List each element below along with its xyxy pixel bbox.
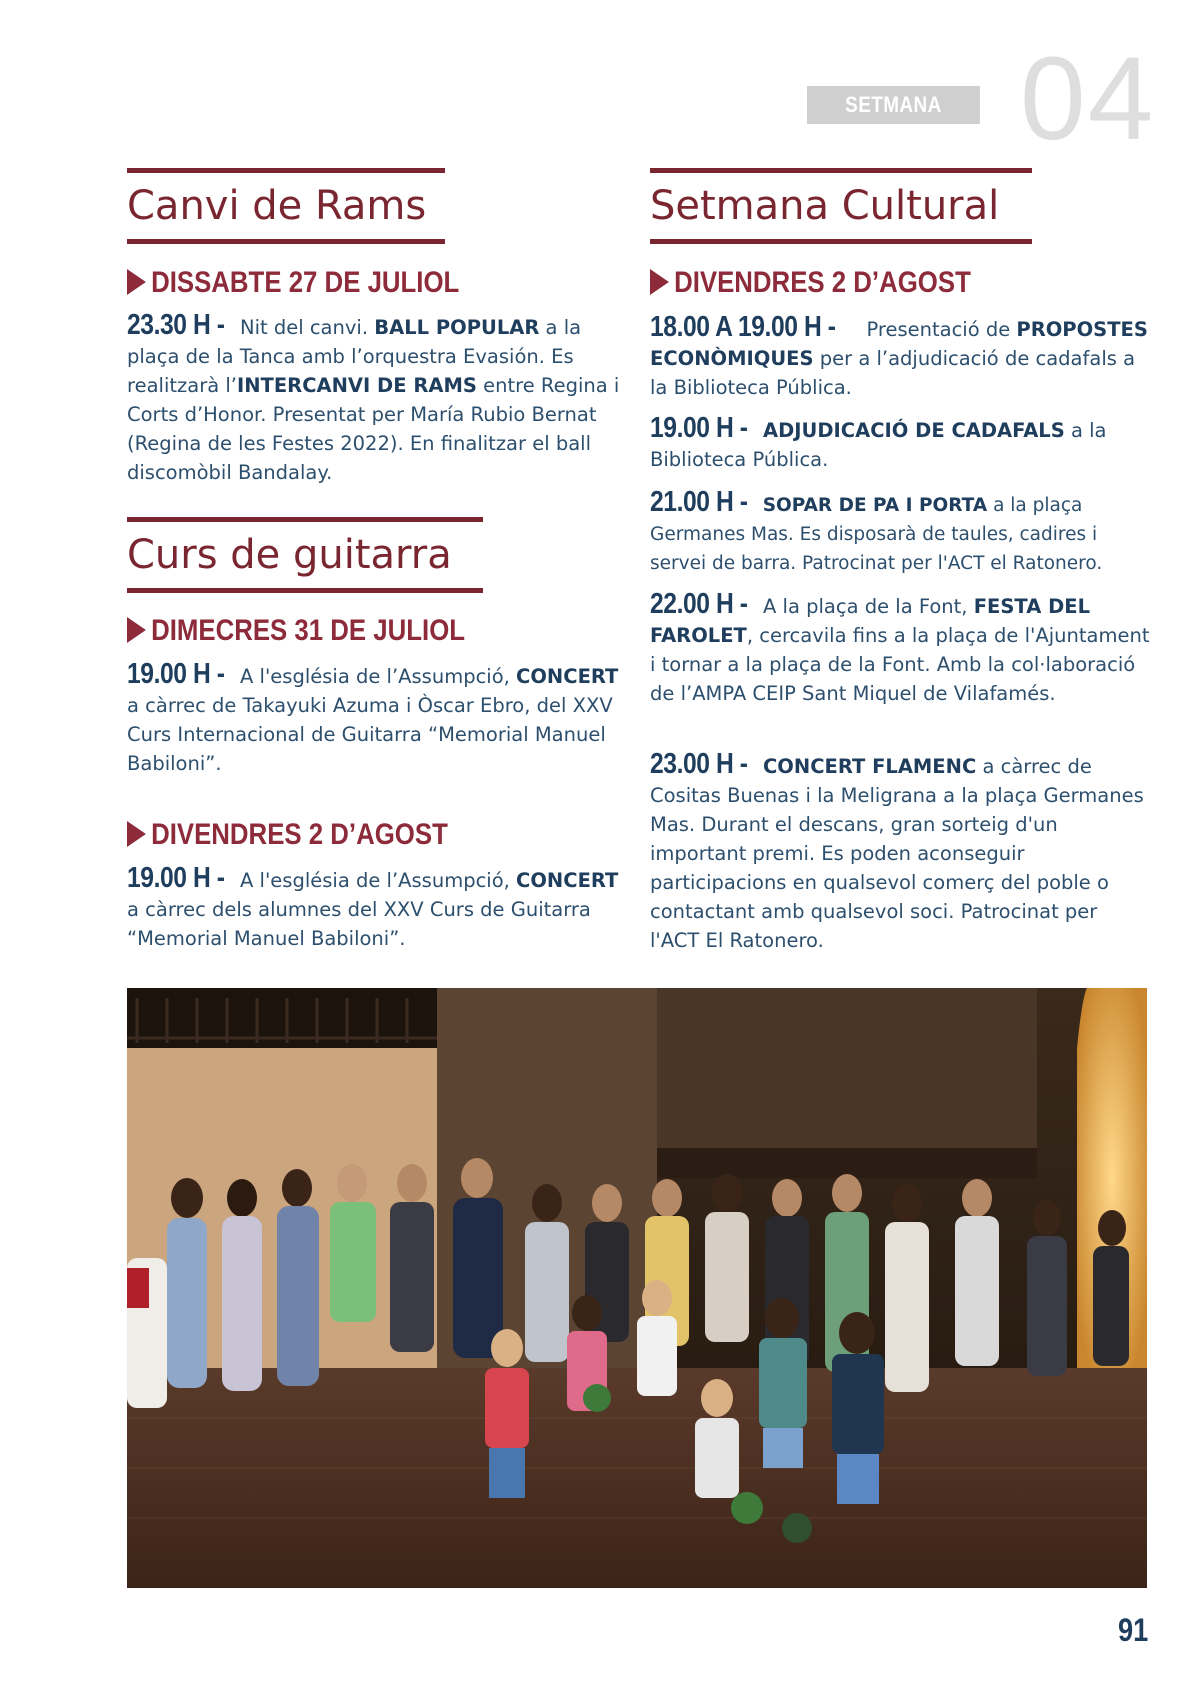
event-paragraph bbox=[127, 660, 632, 778]
section-title-setmana: Setmana Cultural bbox=[650, 168, 1032, 244]
event-text: A l'església de l’Assumpció, bbox=[233, 665, 517, 688]
event-text: Nit del canvi. bbox=[233, 316, 375, 339]
event-paragraph bbox=[127, 311, 632, 487]
date-heading-text: DIMECRES 31 DE JULIOL bbox=[151, 614, 466, 647]
page-number: 91 bbox=[1118, 1612, 1149, 1648]
event-highlight: CONCERT bbox=[516, 665, 619, 688]
event-text: A la plaça de la Font, bbox=[756, 595, 974, 618]
event-highlight: CONCERT FLAMENC bbox=[763, 755, 977, 778]
header-section-tag: SETMANA CULTURAL bbox=[807, 86, 980, 124]
date-heading bbox=[127, 265, 459, 301]
event-text: a la plaça de la Tanca amb l’orquestra Evasión. Es realitzarà l’ bbox=[127, 316, 582, 397]
play-triangle-icon bbox=[127, 821, 146, 847]
event-paragraph bbox=[650, 414, 1150, 474]
event-time: 19.00 H - bbox=[127, 862, 225, 894]
date-heading-text: DIVENDRES 2 D’AGOST bbox=[151, 818, 448, 851]
play-triangle-icon bbox=[650, 269, 669, 295]
event-highlight: INTERCANVI DE RAMS bbox=[236, 374, 477, 397]
event-paragraph bbox=[127, 864, 632, 953]
event-text: a càrrec de Takayuki Azuma i Òscar Ebro, del XXV Curs Internacional de Guitarra “Memorial Manuel Babiloni”. bbox=[127, 694, 613, 775]
event-text: per a l’adjudicació de cadafals a la Biblioteca Pública. bbox=[650, 347, 1136, 399]
event-highlight: CONCERT bbox=[516, 869, 619, 892]
event-photo bbox=[127, 988, 1147, 1588]
event-highlight: ADJUDICACIÓ DE CADAFALS bbox=[763, 419, 1065, 442]
event-text: Presentació de bbox=[860, 318, 1017, 341]
event-text: a la plaça Germanes Mas. Es disposarà de taules, cadires i servei de barra. Patrocinat per l'ACT el Ratonero. bbox=[650, 495, 1103, 574]
play-triangle-icon bbox=[127, 269, 146, 295]
event-time: 19.00 H - bbox=[127, 658, 225, 690]
event-time: 23.00 H - bbox=[650, 748, 748, 780]
event-time: 23.30 H - bbox=[127, 309, 225, 341]
date-heading-text: DIVENDRES 2 D’AGOST bbox=[674, 266, 971, 299]
section-title-guitarra: Curs de guitarra bbox=[127, 517, 483, 593]
date-heading bbox=[127, 817, 448, 853]
section-title-canvi: Canvi de Rams bbox=[127, 168, 445, 244]
event-paragraph bbox=[650, 590, 1150, 708]
date-heading bbox=[650, 265, 971, 301]
event-text: entre Regina i Corts d’Honor. Presentat per María Rubio Bernat (Regina de les Festes 2022). En finalitzar el ball discomòbil Bandalay. bbox=[127, 374, 620, 484]
event-paragraph bbox=[650, 750, 1150, 955]
event-text: a càrrec dels alumnes del XXV Curs de Guitarra “Memorial Manuel Babiloni”. bbox=[127, 898, 591, 950]
event-text: a càrrec de Cositas Buenas i la Meligrana a la plaça Germanes Mas. Durant el descans, gran sorteig d'un important premi. Es poden aconseguir participacions en qualsevol comerç del poble o contactant amb qualsevol soci. Patrocinat per l'ACT El Ratonero. bbox=[650, 755, 1144, 952]
event-paragraph bbox=[650, 313, 1150, 402]
event-text: A l'església de l’Assumpció, bbox=[233, 869, 517, 892]
event-highlight: FESTA DEL FAROLET bbox=[650, 595, 1091, 647]
event-time: 21.00 H - bbox=[650, 486, 748, 518]
event-text: , cercavila fins a la plaça de l'Ajuntament i tornar a la plaça de la Font. Amb la col·laboració de l’AMPA CEIP Sant Miquel de Vilafamés. bbox=[650, 624, 1150, 705]
event-time: 18.00 A 19.00 H - bbox=[650, 311, 836, 343]
date-heading bbox=[127, 613, 465, 649]
event-text: a la Biblioteca Pública. bbox=[650, 419, 1107, 471]
event-time: 22.00 H - bbox=[650, 588, 748, 620]
play-triangle-icon bbox=[127, 617, 146, 643]
event-paragraph bbox=[650, 488, 1150, 578]
event-highlight: SOPAR DE PA I PORTA bbox=[762, 495, 988, 516]
event-highlight: BALL POPULAR bbox=[374, 316, 540, 339]
date-heading-text: DISSABTE 27 DE JULIOL bbox=[151, 266, 460, 299]
night-street-crowd-photo bbox=[127, 988, 1147, 1588]
event-time: 19.00 H - bbox=[650, 412, 748, 444]
event-highlight: PROPOSTES ECONÒMIQUES bbox=[650, 318, 1148, 370]
chapter-number: 04 bbox=[1020, 33, 1156, 165]
